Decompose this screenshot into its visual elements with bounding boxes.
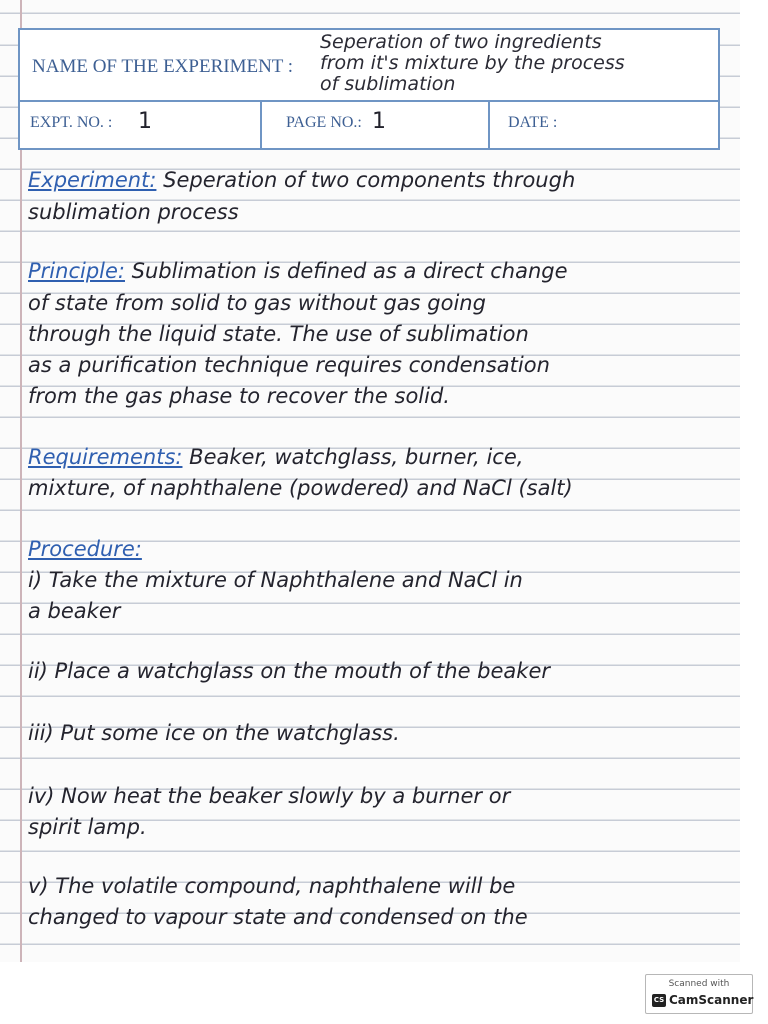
experiment-name-row [20, 30, 718, 102]
experiment-heading: Experiment: [28, 168, 157, 192]
procedure-step-line: ii) Place a watchglass on the mouth of the beaker [28, 659, 551, 683]
expt-no-value: 1 [138, 109, 152, 134]
date-cell [490, 100, 718, 148]
experiment-line [28, 168, 575, 192]
page-no-cell [262, 100, 490, 148]
principle-heading: Principle: [28, 259, 125, 283]
principle-text: Sublimation is defined as a direct change [131, 259, 568, 283]
experiment-text: Seperation of two components through [163, 168, 576, 192]
procedure-step-line: a beaker [28, 599, 121, 623]
procedure-step-line: iv) Now heat the beaker slowly by a burner or [28, 784, 511, 808]
camscanner-logo-icon: CS [652, 994, 666, 1007]
procedure-step-line: spirit lamp. [28, 815, 147, 839]
camscanner-watermark [645, 974, 753, 1014]
date-label: DATE : [508, 114, 558, 131]
experiment-name-line: Seperation of two ingredients [320, 31, 602, 53]
experiment-header-table [18, 28, 720, 150]
expt-no-label: EXPT. NO. : [30, 114, 113, 131]
requirements-line [28, 445, 523, 469]
procedure-step-line: iii) Put some ice on the watchglass. [28, 721, 400, 745]
principle-line [28, 259, 568, 283]
experiment-text-line: sublimation process [28, 200, 239, 224]
requirements-text: Beaker, watchglass, burner, ice, [189, 445, 524, 469]
principle-text-line: from the gas phase to recover the solid. [28, 384, 450, 408]
principle-text-line: of state from solid to gas without gas going [28, 291, 486, 315]
page-no-label: PAGE NO.: [286, 114, 362, 131]
camscanner-brand: CamScanner [669, 993, 754, 1007]
page-no-value: 1 [372, 109, 386, 134]
experiment-name-line: from it's mixture by the process [320, 52, 625, 74]
requirements-heading: Requirements: [28, 445, 183, 469]
procedure-step-line: v) The volatile compound, naphthalene will be [28, 874, 516, 898]
procedure-line [28, 537, 142, 561]
experiment-name-line: of sublimation [320, 73, 456, 95]
procedure-step-line: changed to vapour state and condensed on the [28, 905, 528, 929]
experiment-name-label: NAME OF THE EXPERIMENT : [32, 56, 294, 77]
procedure-heading: Procedure: [28, 537, 142, 561]
scanned-with-text: Scanned with [668, 979, 730, 989]
experiment-name-value [320, 32, 720, 95]
requirements-text-line: mixture, of naphthalene (powdered) and NaCl (salt) [28, 476, 573, 500]
expt-no-cell [20, 100, 262, 148]
procedure-step-line: i) Take the mixture of Naphthalene and NaCl in [28, 568, 523, 592]
principle-text-line: as a purification technique requires condensation [28, 353, 550, 377]
principle-text-line: through the liquid state. The use of sublimation [28, 322, 529, 346]
